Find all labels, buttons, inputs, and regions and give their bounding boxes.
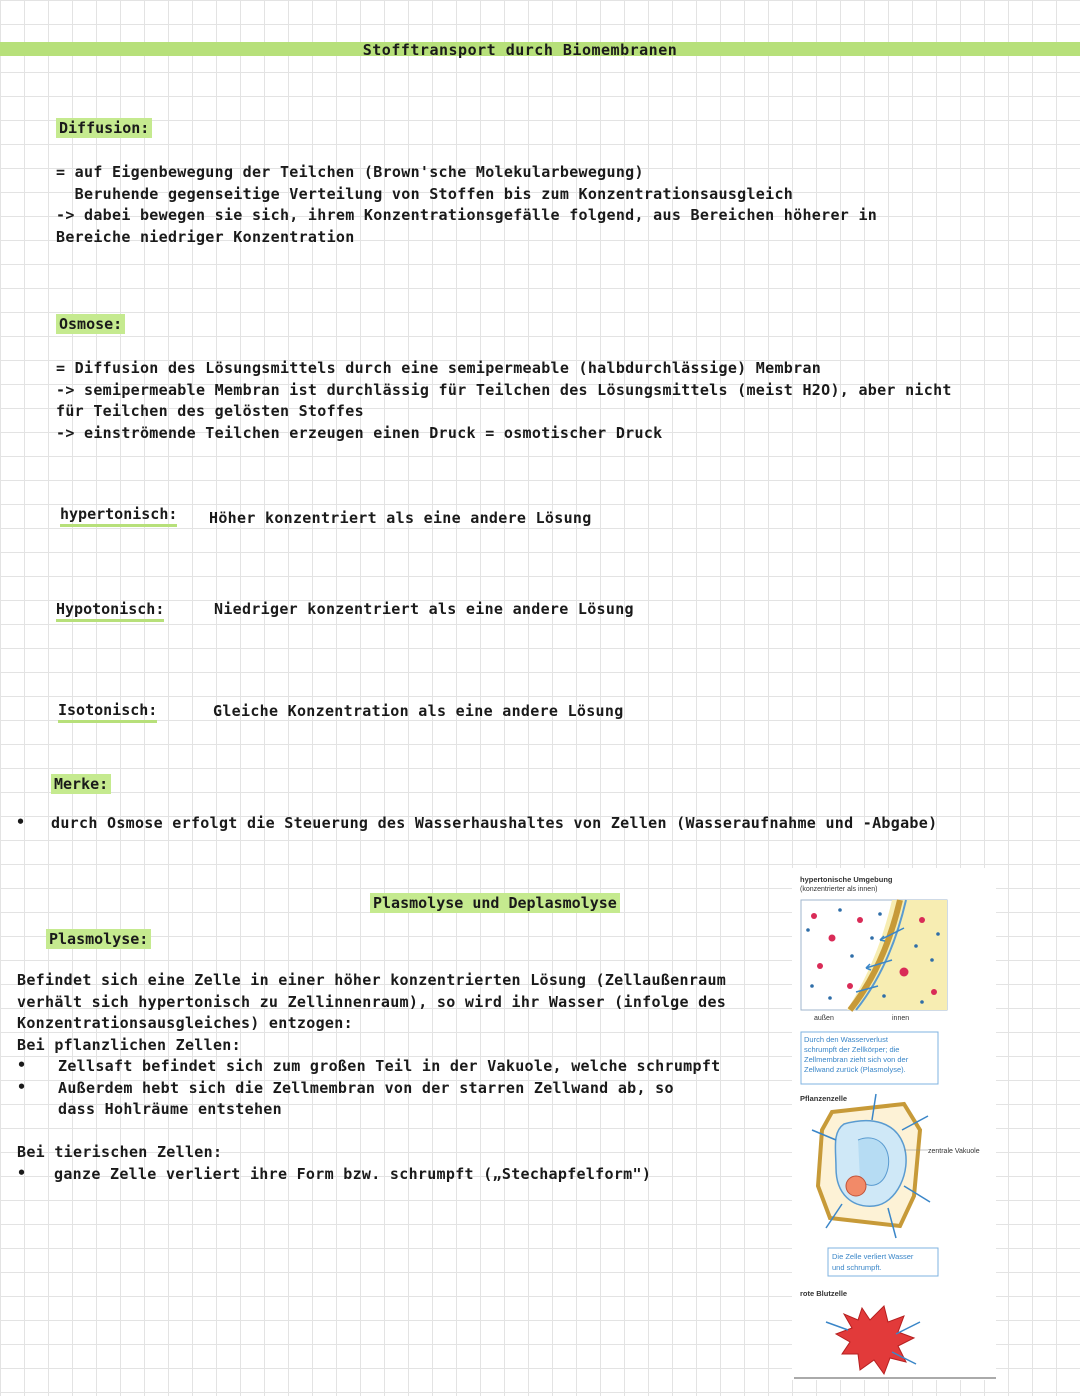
svg-text:Zellmembran zieht sich von der: Zellmembran zieht sich von der xyxy=(804,1055,909,1064)
osmose-heading: Osmose: xyxy=(56,315,125,333)
svg-text:Zellwand zurück (Plasmolyse).: Zellwand zurück (Plasmolyse). xyxy=(804,1065,906,1074)
definition-hypertonisch: Höher konzentriert als eine andere Lösung xyxy=(209,509,592,527)
term-isotonisch: Isotonisch: xyxy=(58,701,157,723)
diffusion-text: = auf Eigenbewegung der Teilchen (Brown'sche Molekularbewegung) Beruhende gegenseitige Verteilung von Stoffen bis zum Konzentrationsausgleich -> dabei bewegen sie sich, ihrem Konzentrationsgefälle folgend, aus Bereichen höherer in Bereiche niedriger Konzentration xyxy=(56,163,878,246)
label-inside: innen xyxy=(892,1015,910,1022)
section2-title: Plasmolyse und Deplasmolyse xyxy=(370,894,620,912)
plant-bullet-1: Zellsaft befindet sich zum großen Teil in der Vakuole, welche schrumpft xyxy=(58,1057,721,1075)
plasmolyse-text: Befindet sich eine Zelle in einer höher konzentrierten Lösung (Zellaußenraum verhält sich hypertonisch zu Zellinnenraum), so wird ihr Wasser (infolge des Konzentrationsausgleiches) entzogen: Bei pflanzlichen Zellen: xyxy=(17,971,727,1054)
svg-text:Durch den Wasserverlust: Durch den Wasserverlust xyxy=(804,1035,888,1044)
term-hypertonisch: hypertonisch: xyxy=(60,505,177,527)
diffusion-heading: Diffusion: xyxy=(56,119,152,137)
rbc-label: rote Blutzelle xyxy=(800,1289,848,1298)
merke-heading: Merke: xyxy=(51,775,111,793)
animal-bullet-1: ganze Zelle verliert ihre Form bzw. schrumpft („Stechapfelform") xyxy=(54,1165,652,1183)
bullet-dot: • xyxy=(17,1078,27,1096)
plant-bullet-2: Außerdem hebt sich die Zellmembran von der starren Zellwand ab, so xyxy=(58,1079,674,1097)
definition-isotonisch: Gleiche Konzentration als eine andere Lösung xyxy=(213,702,624,720)
plasmolyse-heading: Plasmolyse: xyxy=(46,930,151,948)
osmose-text: = Diffusion des Lösungsmittels durch eine semipermeable (halbdurchlässige) Membran -> semipermeable Membran ist durchlässig für Teilchen des Lösungsmittels (meist H2O), aber nicht für Teilchen des gelösten Stoffes -> einströmende Teilchen erzeugen einen Druck = osmotischer Druck xyxy=(56,359,952,442)
shrink-info-box xyxy=(828,1248,938,1276)
red-blood-cell-diagram xyxy=(826,1306,920,1374)
figure-svg xyxy=(792,868,996,1380)
bullet-dot: • xyxy=(16,813,26,831)
vacuole-label: zentrale Vakuole xyxy=(928,1148,980,1155)
label-outside: außen xyxy=(814,1015,834,1022)
definition-hypotonisch: Niedriger konzentriert als eine andere Lösung xyxy=(214,600,634,618)
svg-text:schrumpft der Zellkörper; die: schrumpft der Zellkörper; die xyxy=(804,1045,900,1054)
merke-bullet: durch Osmose erfolgt die Steuerung des Wasserhaushaltes von Zellen (Wasseraufnahme und -Abgabe) xyxy=(51,814,938,832)
bullet-dot: • xyxy=(17,1056,27,1074)
figure-title: hypertonische Umgebung xyxy=(800,875,893,884)
plant-cell-diagram xyxy=(812,1094,930,1238)
hypertonic-box xyxy=(801,900,947,1010)
plant-cell-label: Pflanzenzelle xyxy=(800,1094,848,1103)
svg-text:Die Zelle verliert Wasser: Die Zelle verliert Wasser xyxy=(832,1252,914,1261)
plasmolysis-info-box xyxy=(801,1032,938,1084)
figure-subtitle: (konzentrierter als innen) xyxy=(800,886,878,893)
term-hypotonisch: Hypotonisch: xyxy=(56,600,164,622)
page-title: Stofftransport durch Biomembranen xyxy=(362,41,678,59)
plant-bullet-2-cont: dass Hohlräume entstehen xyxy=(58,1100,282,1118)
animal-heading: Bei tierischen Zellen: xyxy=(17,1143,223,1161)
svg-text:und schrumpft.: und schrumpft. xyxy=(832,1263,882,1272)
plasmolysis-figure xyxy=(792,868,996,1380)
bullet-dot: • xyxy=(17,1164,27,1182)
